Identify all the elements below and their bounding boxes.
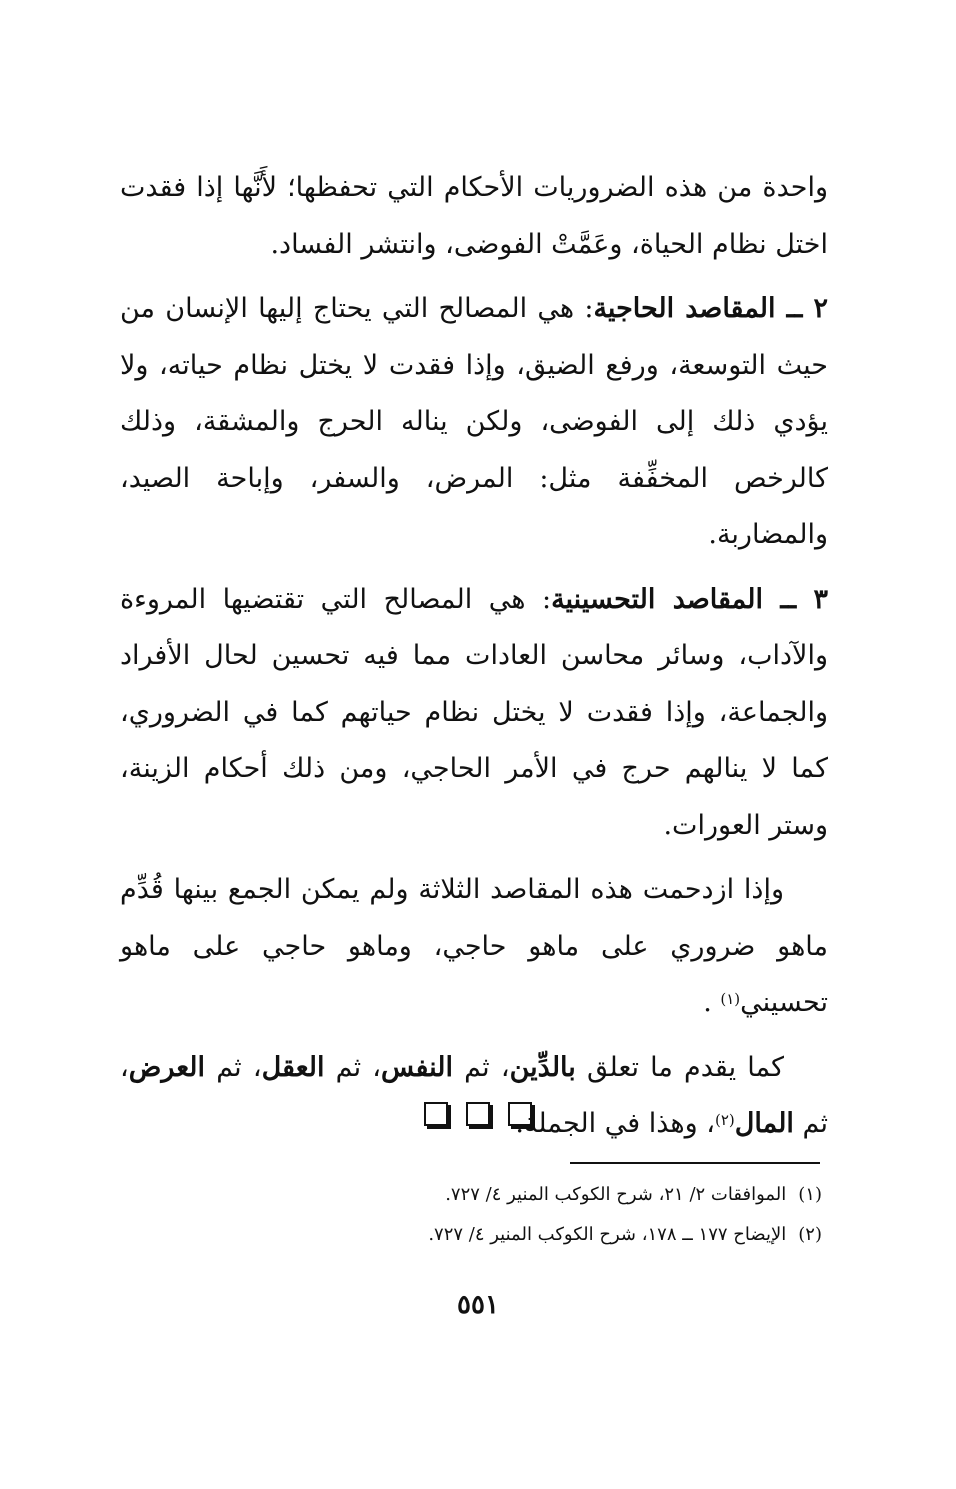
text-run: : هي المصالح التي يحتاج إليها الإنسان من حيث التوسعة، ورفع الضيق، وإذا فقدت لا يختل نظام حياته، ولا يؤدي ذلك إلى الفوضى، ولكن يناله الحرج والمشقة، وذلك كالرخص المخفِّفة مثل: المرض، والسفر، وإباحة الصيد، والمضاربة.	[120, 293, 828, 550]
page-number: ٥٥١	[457, 1290, 499, 1320]
paragraph	[120, 572, 828, 855]
footnote-reference: (١)	[720, 990, 741, 1008]
text-run: ، ثم	[324, 1051, 382, 1083]
bold-term: النفس	[381, 1051, 453, 1083]
square-icon	[508, 1102, 532, 1126]
text-run: ، ثم	[453, 1051, 510, 1083]
paragraph	[120, 281, 828, 564]
paragraph	[120, 160, 828, 273]
text-run: ، ثم	[205, 1051, 262, 1083]
text-run: واحدة من هذه الضروريات الأحكام التي تحفظها؛ لأَنَّها إذا فقدت اختل نظام الحياة، وعَمَّتْ الفوضى، وانتشر الفساد.	[120, 172, 828, 260]
footnote-number: (١)	[798, 1184, 822, 1205]
footnote-number: (٢)	[798, 1224, 822, 1245]
bold-term: المال	[734, 1108, 794, 1139]
square-icon	[466, 1102, 490, 1126]
main-text	[120, 160, 828, 1161]
text-run: وإذا ازدحمت هذه المقاصد الثلاثة ولم يمكن الجمع بينها قُدِّم ماهو ضروري على ماهو حاجي، وماهو حاجي على ماهو تحسيني	[120, 874, 828, 1018]
text-run: ، وهذا في الجملة.	[515, 1108, 715, 1139]
footnote-2	[122, 1215, 822, 1255]
bold-term: بالدِّين	[509, 1051, 576, 1083]
text-run: كما يقدم ما تعلق	[575, 1051, 784, 1083]
bold-term: العرض	[128, 1051, 206, 1083]
square-icon	[424, 1102, 448, 1126]
section-separator-ornament	[0, 1102, 956, 1126]
bold-term: العقل	[261, 1051, 325, 1083]
footnote-reference: (٢)	[714, 1111, 735, 1129]
footnote-1	[122, 1175, 822, 1215]
footnotes	[122, 1175, 822, 1255]
paragraph	[120, 862, 828, 1032]
bold-term: ٢ ــ المقاصد الحاجية	[593, 293, 828, 324]
text-run: : هي المصالح التي تقتضيها المروءة والآداب، وسائر محاسن العادات مما فيه تحسين لحال الأفراد والجماعة، وإذا فقدت لا يختل نظام حياتهم كما في الضروري، كما لا ينالهم حرج في الأمر الحاجي، ومن ذلك أحكام الزينة، وستر العورات.	[120, 583, 828, 841]
footnote-text: الموافقات ٢/ ٢١، شرح الكوكب المنير ٤/ ٧٢٧.	[445, 1184, 787, 1205]
text-run: ، ثم	[120, 1051, 828, 1139]
text-run: .	[703, 987, 721, 1018]
paragraph	[120, 1040, 828, 1153]
footnote-text: الإيضاح ١٧٧ ــ ١٧٨، شرح الكوكب المنير ٤/ ٧٢٧.	[428, 1224, 787, 1245]
bold-term: ٣ ــ المقاصد التحسينية	[551, 583, 828, 615]
footnote-separator-rule	[570, 1162, 820, 1164]
